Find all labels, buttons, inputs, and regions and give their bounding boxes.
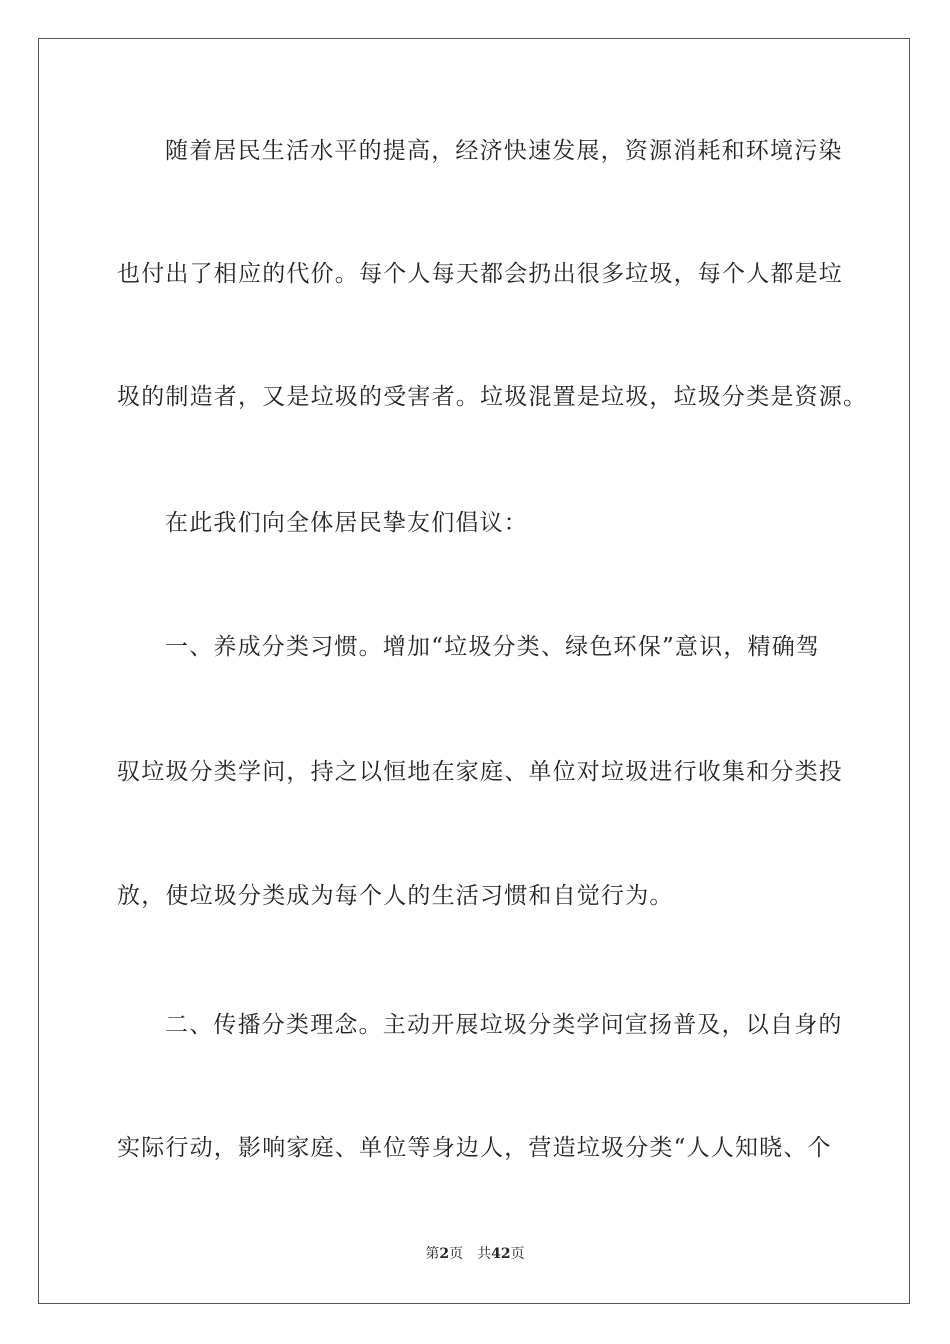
paragraph-line: 也付出了相应的代价。每个人每天都会扔出很多垃圾，每个人都是垃 — [117, 261, 843, 287]
page-footer — [0, 1244, 950, 1264]
page-border — [38, 38, 910, 1304]
paragraph-line: 驭垃圾分类学问，持之以恒地在家庭、单位对垃圾进行收集和分类投 — [117, 759, 843, 785]
paragraph-line: 圾的制造者，又是垃圾的受害者。垃圾混置是垃圾，垃圾分类是资源。 — [117, 384, 868, 410]
paragraph-line: 放，使垃圾分类成为每个人的生活习惯和自觉行为。 — [117, 883, 674, 909]
total-prefix: 共 — [477, 1246, 492, 1262]
paragraph-line: 随着居民生活水平的提高，经济快速发展，资源消耗和环境污染 — [165, 138, 843, 164]
page-prefix: 第 — [425, 1246, 440, 1262]
page-number: 2 — [439, 1246, 450, 1262]
page-suffix: 页 — [449, 1246, 464, 1262]
total-suffix: 页 — [510, 1246, 525, 1262]
paragraph-line: 实际行动，影响家庭、单位等身边人，营造垃圾分类“人人知晓、个 — [117, 1135, 832, 1161]
paragraph-line: 二、传播分类理念。主动开展垃圾分类学问宣扬普及，以自身的 — [165, 1012, 843, 1038]
paragraph-line: 一、养成分类习惯。增加“垃圾分类、绿色环保”意识，精确驾 — [165, 634, 821, 660]
paragraph-line: 在此我们向全体居民挚友们倡议： — [165, 510, 528, 536]
page-total: 42 — [491, 1246, 511, 1262]
